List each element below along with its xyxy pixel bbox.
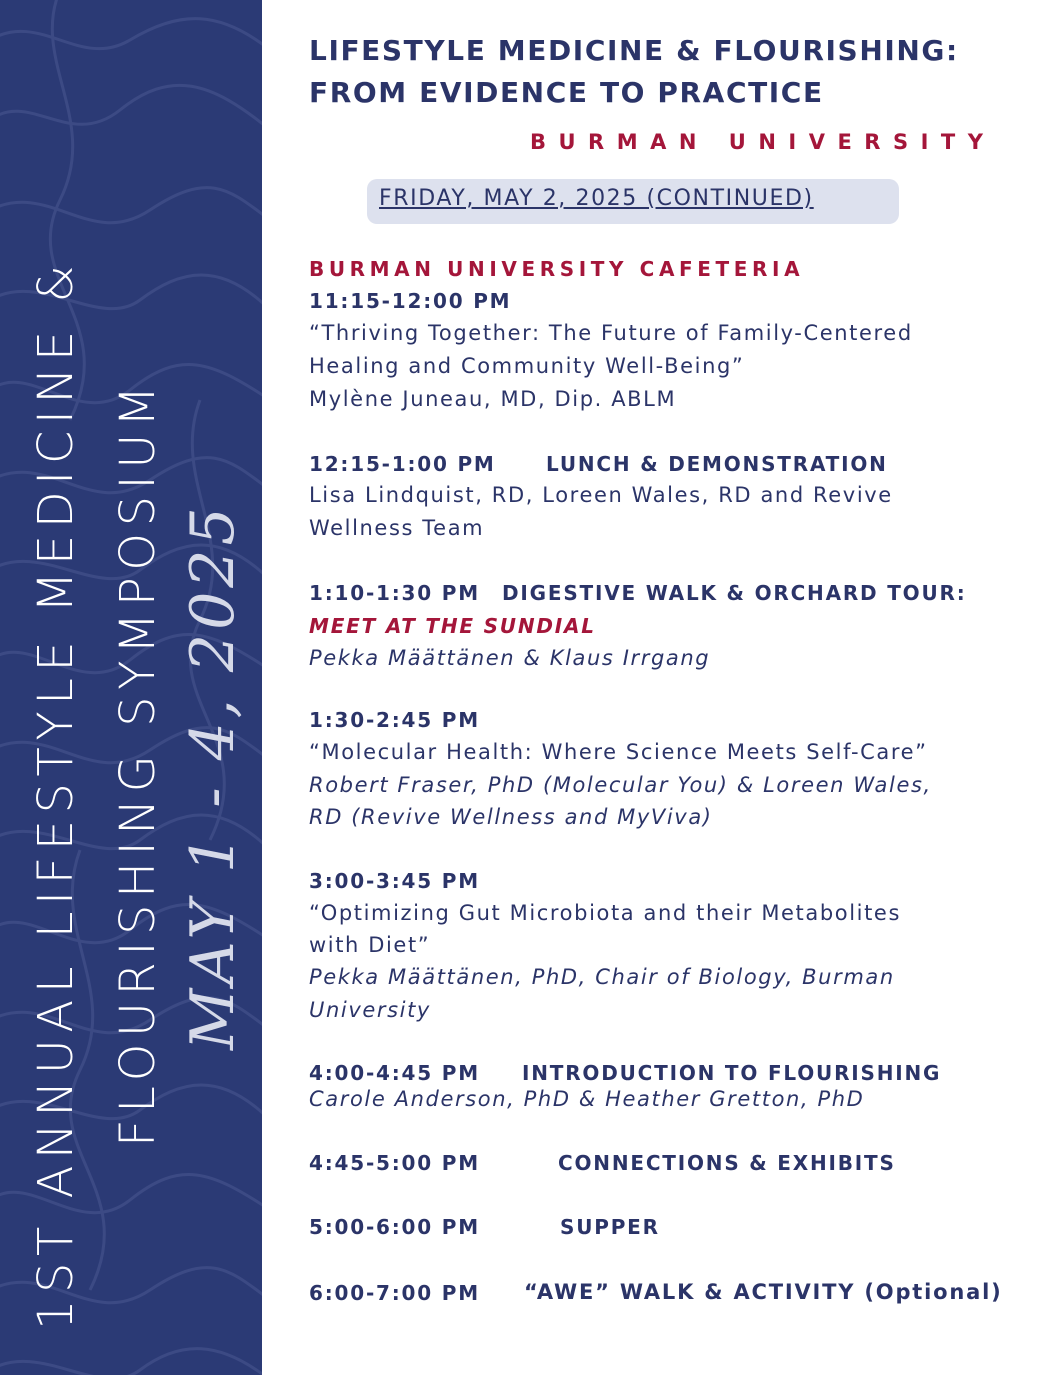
session-time: 12:15-1:00 PM — [309, 452, 496, 476]
session-speaker: Robert Fraser, PhD (Molecular You) & Loreen Wales, — [309, 773, 932, 797]
session-time: 11:15-12:00 PM — [309, 289, 512, 313]
session-label: SUPPER — [560, 1215, 660, 1239]
session-speaker: Mylène Juneau, MD, Dip. ABLM — [309, 387, 677, 411]
session-speaker: Carole Anderson, PhD & Heather Gretton, PhD — [309, 1087, 865, 1111]
venue-heading: BURMAN UNIVERSITY CAFETERIA — [309, 257, 805, 281]
session-time: 6:00-7:00 PM — [309, 1281, 480, 1305]
page-title-line1: LIFESTYLE MEDICINE & FLOURISHING: — [309, 34, 959, 67]
session-time: 3:00-3:45 PM — [309, 869, 480, 893]
symposium-title-line2: FLOURISHING SYMPOSIUM — [110, 379, 166, 1147]
session-time: 1:10-1:30 PM — [309, 581, 480, 605]
session-label: DIGESTIVE WALK & ORCHARD TOUR: — [502, 581, 967, 605]
session-speaker: RD (Revive Wellness and MyViva) — [309, 805, 713, 829]
session-time: 5:00-6:00 PM — [309, 1215, 480, 1239]
session-title: “Molecular Health: Where Science Meets Self-Care” — [309, 740, 928, 764]
symposium-dates: MAY 1 - 4, 2025 — [178, 503, 248, 1050]
page-title-line2: FROM EVIDENCE TO PRACTICE — [309, 76, 824, 109]
session-title: “Thriving Together: The Future of Family-Centered — [309, 321, 913, 345]
session-title: “Optimizing Gut Microbiota and their Metabolites — [309, 901, 901, 925]
page-title — [309, 30, 1009, 114]
session-label: LUNCH & DEMONSTRATION — [546, 452, 888, 476]
session-time: 4:00-4:45 PM — [309, 1061, 480, 1085]
session-label: “AWE” WALK & ACTIVITY (Optional) — [524, 1280, 1003, 1304]
session-title: Healing and Community Well-Being” — [309, 354, 745, 378]
session-label: INTRODUCTION TO FLOURISHING — [522, 1061, 942, 1085]
session-speaker: Pekka Määttänen, PhD, Chair of Biology, Burman — [309, 965, 895, 989]
session-speaker: Lisa Lindquist, RD, Loreen Wales, RD and Revive — [309, 483, 893, 507]
date-banner: FRIDAY, MAY 2, 2025 (CONTINUED) — [379, 186, 814, 211]
session-time: 4:45-5:00 PM — [309, 1151, 480, 1175]
session-speaker: Pekka Määttänen & Klaus Irrgang — [309, 646, 711, 670]
session-note: MEET AT THE SUNDIAL — [309, 614, 596, 638]
symposium-title-line1: 1ST ANNUAL LIFESTYLE MEDICINE & — [28, 258, 84, 1330]
sidebar-banner — [0, 0, 262, 1375]
university-name: BURMAN UNIVERSITY — [530, 130, 996, 154]
session-title: with Diet” — [309, 933, 431, 957]
session-label: CONNECTIONS & EXHIBITS — [558, 1151, 896, 1175]
session-speaker: Wellness Team — [309, 516, 485, 540]
session-time: 1:30-2:45 PM — [309, 708, 480, 732]
session-speaker: University — [309, 998, 431, 1022]
